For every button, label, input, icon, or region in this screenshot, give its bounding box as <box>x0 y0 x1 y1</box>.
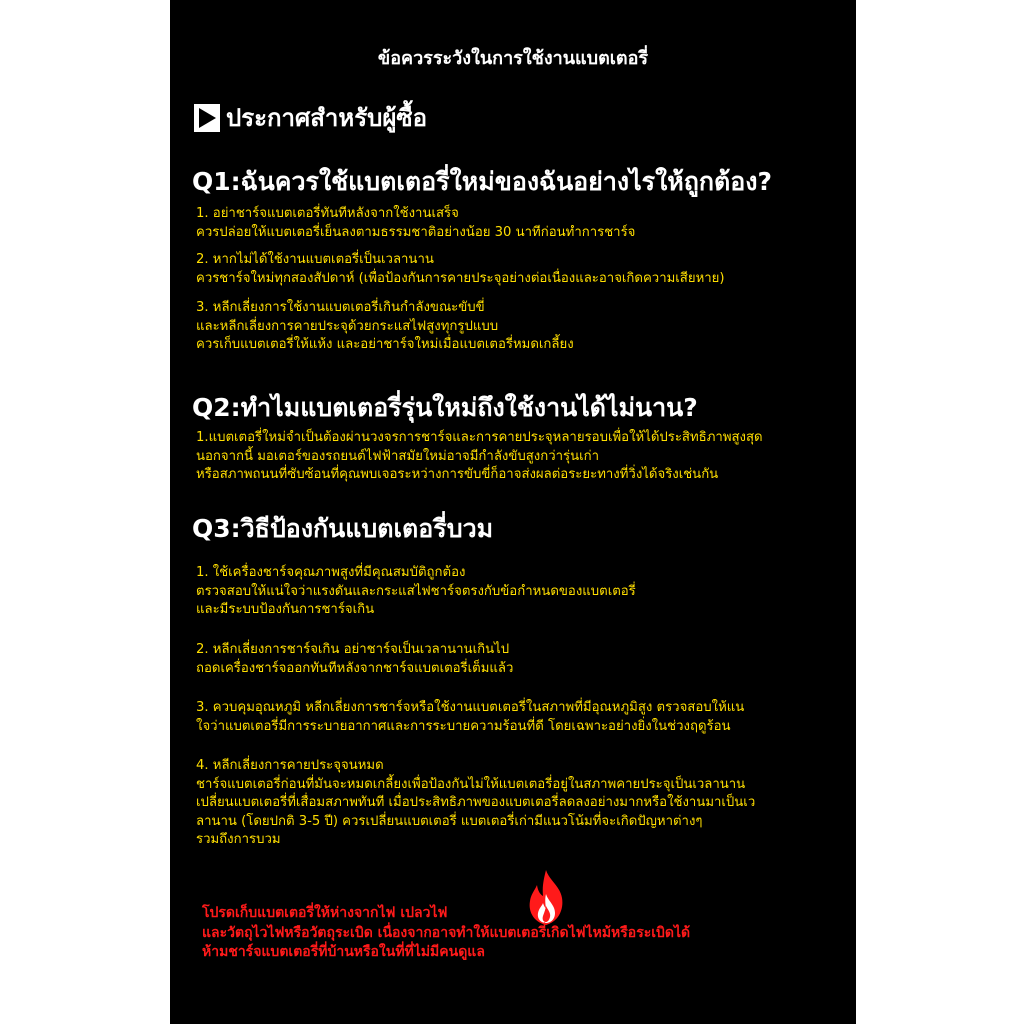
q1-item-2-line-1: 2. หากไม่ได้ใช้งานแบตเตอรี่เป็นเวลานาน <box>196 252 434 267</box>
q1-item-3-line-1: 3. หลีกเลี่ยงการใช้งานแบตเตอรี่เกินกำลังขณะขับขี่ <box>196 300 485 315</box>
q3-item-4-line-4: ลานาน (โดยปกติ 3-5 ปี) ควรเปลี่ยนแบตเตอรี่ แบตเตอรี่เก่ามีแนวโน้มที่จะเกิดปัญหาต่างๆ <box>196 813 703 829</box>
q3-item-3-line-2: ใจว่าแบตเตอรี่มีการระบายอากาศและการระบายความร้อนที่ดี โดยเฉพาะอย่างยิ่งในช่วงฤดูร้อน <box>196 718 731 734</box>
q3-item-1-line-1: 1. ใช้เครื่องชาร์จคุณภาพสูงที่มีคุณสมบัติถูกต้อง <box>196 565 466 580</box>
q3-item-1 <box>196 564 636 620</box>
q3-item-4-line-1: 4. หลีกเลี่ยงการคายประจุจนหมด <box>196 758 384 773</box>
q1-item-1-line-2: ควรปล่อยให้แบตเตอรี่เย็นลงตามธรรมชาติอย่างน้อย 30 นาทีก่อนทำการชาร์จ <box>196 224 636 240</box>
q3-item-1-line-3: และมีระบบป้องกันการชาร์จเกิน <box>196 602 375 617</box>
q2-item-1-line-1: 1.แบตเตอรี่ใหม่จำเป็นต้องผ่านวงจรการชาร์จและการคายประจุหลายรอบเพื่อให้ได้ประสิทธิภาพสูงสุด <box>196 430 763 445</box>
notice-label: ประกาศสำหรับผู้ซื้อ <box>226 104 428 132</box>
play-icon <box>194 104 220 132</box>
page-title: ข้อควรระวังในการใช้งานแบตเตอรี่ <box>377 48 649 69</box>
q3-heading: Q3:วิธีป้องกันแบตเตอรี่บวม <box>192 514 494 543</box>
notice-heading <box>194 98 427 138</box>
q3-item-3 <box>196 699 744 736</box>
warning-line-1: โปรดเก็บแบตเตอรี่ให้ห่างจากไฟ เปลวไฟ <box>202 905 448 921</box>
q3-item-4 <box>196 757 755 850</box>
q3-item-2-line-2: ถอดเครื่องชาร์จออกทันทีหลังจากชาร์จแบตเตอรี่เต็มแล้ว <box>196 660 514 676</box>
q1-item-1-line-1: 1. อย่าชาร์จแบตเตอรี่ทันทีหลังจากใช้งานเสร็จ <box>196 206 459 221</box>
q1-item-2 <box>196 251 725 288</box>
q3-item-1-line-2: ตรวจสอบให้แน่ใจว่าแรงดันและกระแสไฟชาร์จตรงกับข้อกำหนดของแบตเตอรี่ <box>196 583 636 599</box>
warning-text <box>202 904 690 963</box>
q2-item-1-line-3: หรือสภาพถนนที่ซับซ้อนที่คุณพบเจอระหว่างการขับขี่ก็อาจส่งผลต่อระยะทางที่วิ่งได้จริงเช่นกัน <box>196 467 719 482</box>
q1-item-3-line-3: ควรเก็บแบตเตอรี่ให้แห้ง และอย่าชาร์จใหม่เมื่อแบตเตอรี่หมดเกลี้ยง <box>196 337 574 352</box>
q2-heading: Q2:ทำไมแบตเตอรี่รุ่นใหม่ถึงใช้งานได้ไม่นาน? <box>192 393 698 422</box>
warning-line-3: ห้ามชาร์จแบตเตอรี่ที่บ้านหรือในที่ที่ไม่มีคนดูแล <box>202 944 485 960</box>
q3-item-2 <box>196 641 513 678</box>
q1-item-3-line-2: และหลีกเลี่ยงการคายประจุด้วยกระแสไฟสูงทุกรูปแบบ <box>196 318 499 334</box>
q3-item-2-line-1: 2. หลีกเลี่ยงการชาร์จเกิน อย่าชาร์จเป็นเวลานานเกินไป <box>196 642 510 657</box>
q3-item-4-line-5: รวมถึงการบวม <box>196 832 281 847</box>
q2-item-1 <box>196 429 763 485</box>
battery-notice-poster <box>170 0 856 1024</box>
q1-item-2-line-2: ควรชาร์จใหม่ทุกสองสัปดาห์ (เพื่อป้องกันการคายประจุอย่างต่อเนื่องและอาจเกิดความเสียหาย) <box>196 270 725 286</box>
q1-item-3 <box>196 299 574 355</box>
q3-item-4-line-2: ชาร์จแบตเตอรี่ก่อนที่มันจะหมดเกลี้ยงเพื่อป้องกันไม่ให้แบตเตอรี่อยู่ในสภาพคายประจุเป็นเวลานาน <box>196 776 746 792</box>
q3-item-4-line-3: เปลี่ยนแบตเตอรี่ที่เสื่อมสภาพทันที เมื่อประสิทธิภาพของแบตเตอรี่ลดลงอย่างมากหรือใช้งานมาเป็นเว <box>196 795 756 810</box>
q1-item-1 <box>196 205 635 242</box>
q1-heading: Q1:ฉันควรใช้แบตเตอรี่ใหม่ของฉันอย่างไรให้ถูกต้อง? <box>192 167 772 196</box>
warning-line-2: และวัตถุไวไฟหรือวัตถุระเบิด เนื่องจากอาจทำให้แบตเตอรี่เกิดไฟไหม้หรือระเบิดได้ <box>202 924 691 941</box>
q3-item-3-line-1: 3. ควบคุมอุณหภูมิ หลีกเลี่ยงการชาร์จหรือใช้งานแบตเตอรี่ในสภาพที่มีอุณหภูมิสูง ตรวจสอบให้แน <box>196 700 745 715</box>
q2-item-1-line-2: นอกจากนี้ มอเตอร์ของรถยนต์ไฟฟ้าสมัยใหม่อาจมีกำลังขับสูงกว่ารุ่นเก่า <box>196 448 600 464</box>
